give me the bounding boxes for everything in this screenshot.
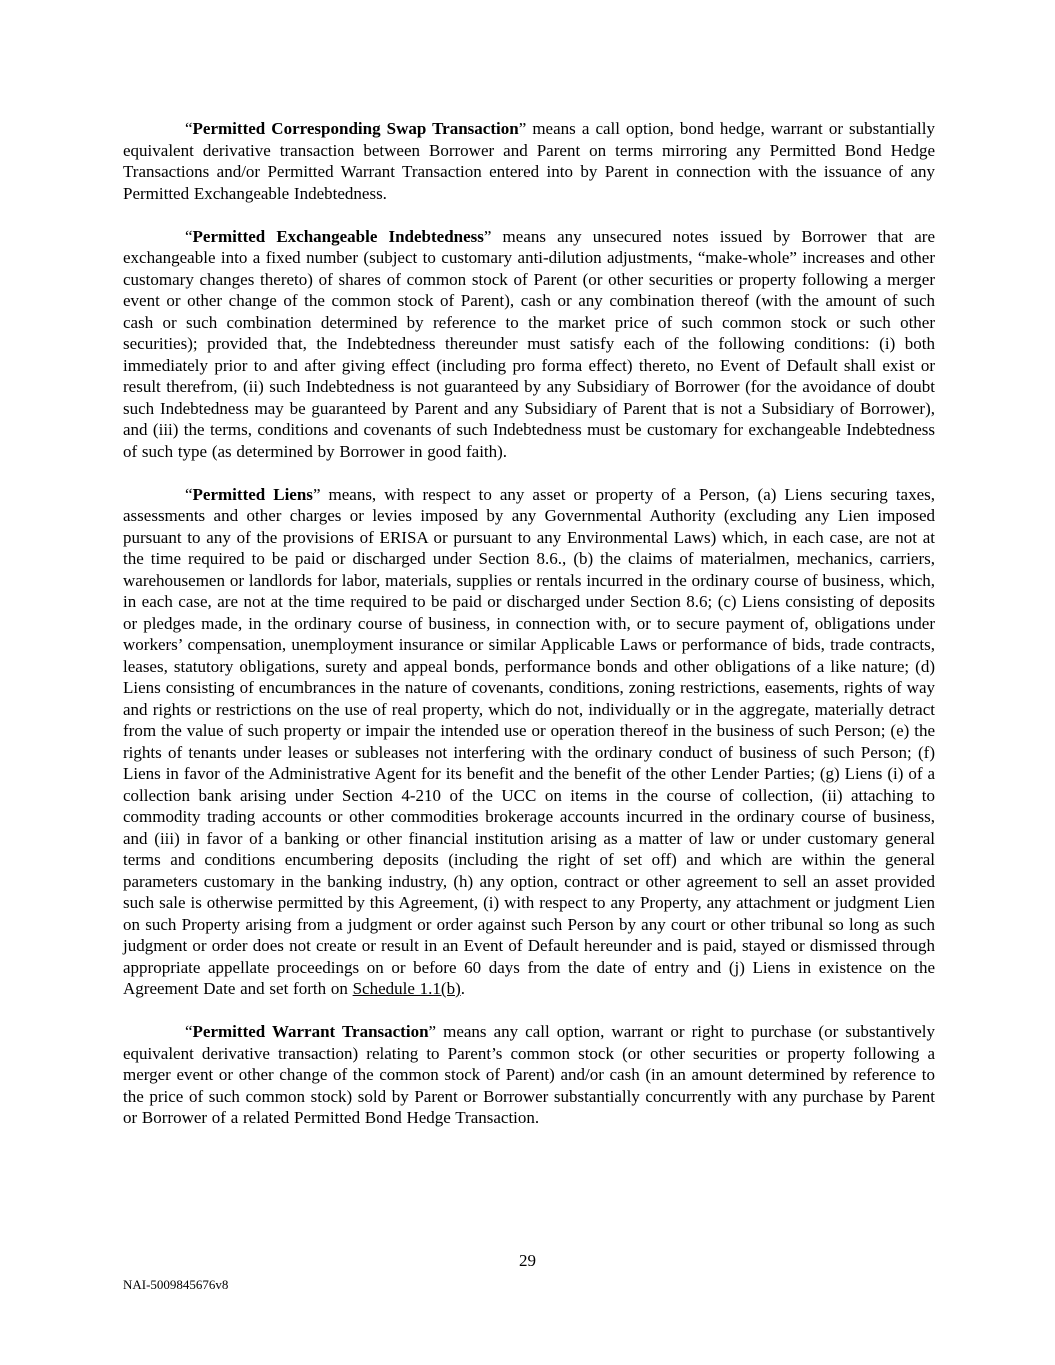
schedule-reference: Schedule 1.1(b) (352, 979, 461, 998)
defined-term: Permitted Corresponding Swap Transaction (192, 119, 519, 138)
close-quote: ” (312, 484, 321, 504)
open-quote: “ (185, 226, 193, 246)
open-quote: “ (185, 119, 193, 138)
defined-term: Permitted Liens (192, 484, 313, 504)
definition-text: means any unsecured notes issued by Borrower that are exchangeable into a fixed number (subject to customary anti-dilution adjustments, “make-whole” increases and other customary changes thereto) of shares of common stock of Parent (or other securities or property following a merger event or other change of the common stock of Parent), cash or any combination thereof (with the amount of such cash or such combination determined by reference to the market price of such common stock or such other securities); provided that, the Indebtedness thereunder must satisfy each of the following conditions: (i) both immediately prior to and after giving effect (including pro forma effect) thereto, no Event of Default shall exist or result therefrom, (ii) such Indebtedness is not guaranteed by any Subsidiary of Borrower (for the avoidance of doubt such Indebtedness may be guaranteed by Parent and any Subsidiary of Parent that is not a Subsidiary of Borrower), and (iii) the terms, conditions and covenants of such Indebtedness must be customary for exchangeable Indebtedness of such type (as determined by Borrower in good faith). (123, 226, 935, 461)
open-quote: “ (185, 484, 193, 504)
definition-permitted-exchangeable-indebtedness (123, 226, 935, 463)
close-quote: ” (428, 1022, 437, 1041)
definition-text: means a call option, bond hedge, warrant or substantially equivalent derivative transaction between Borrower and Parent on terms mirroring any Permitted Bond Hedge Transactions and/or Permitted Warrant Transaction entered into by Parent in connection with the issuance of any Permitted Exchangeable Indebtedness. (123, 119, 935, 203)
page-number: 29 (519, 1251, 536, 1270)
definition-permitted-liens (123, 484, 935, 1000)
open-quote: “ (185, 1022, 193, 1041)
definition-text-end: . (460, 979, 465, 998)
defined-term: Permitted Exchangeable Indebtedness (192, 226, 484, 246)
close-quote: ” (518, 119, 527, 138)
definition-text: means, with respect to any asset or property of a Person, (a) Liens securing taxes, assessments and other charges or levies imposed by any Governmental Authority (excluding any Lien imposed pursuant to any of the provisions of ERISA or pursuant to any Environmental Laws) which, in each case, are not at the time required to be paid or discharged under Section 8.6., (b) the claims of materialmen, mechanics, carriers, warehousemen or landlords for labor, materials, supplies or rentals incurred in the ordinary course of business, which, in each case, are not at the time required to be paid or discharged under Section 8.6; (c) Liens consisting of deposits or pledges made, in the ordinary course of business, in connection with, or to secure payment of, obligations under workers’ compensation, unemployment insurance or similar Applicable Laws or performance of bids, trade contracts, leases, statutory obligations, surety and appeal bonds, performance bonds and other obligations of a like nature; (d) Liens consisting of encumbrances in the nature of covenants, conditions, zoning restrictions, easements, rights of way and rights or restrictions on the use of real property, which do not, individually or in the aggregate, materially detract from the value of such property or impair the intended use or operation thereof in the business of such Person; (e) the rights of tenants under leases or subleases not interfering with the ordinary conduct of business of such Person; (f) Liens in favor of the Administrative Agent for its benefit and the benefit of the other Lender Parties; (g) Liens (i) of a collection bank arising under Section 4-210 of the UCC on items in the course of collection, (ii) attaching to commodity trading accounts or other commodities brokerage accounts incurred in the ordinary course of business, and (iii) in favor of a banking or other financial institution arising as a matter of law or under customary general terms and conditions encumbering deposits (including the right of set off) and which are within the general parameters customary in the banking industry, (h) any option, contract or other agreement to sell an asset provided such sale is otherwise permitted by this Agreement, (i) with respect to any Property, any attachment or judgment Lien on such Property arising from a judgment or order against such Person by any court or other tribunal so long as such judgment or order does not create or result in an Event of Default hereunder and is paid, stayed or dismissed through appropriate appellate proceedings on or before 60 days from the date of entry and (j) Liens in existence on the Agreement Date and set forth on (123, 484, 936, 998)
definition-permitted-warrant-transaction (123, 1021, 935, 1129)
document-body (123, 118, 935, 1150)
document-control-number: NAI-5009845676v8 (123, 1277, 229, 1292)
close-quote: ” (483, 226, 492, 246)
defined-term: Permitted Warrant Transaction (192, 1022, 429, 1041)
definition-permitted-corresponding-swap-transaction (123, 118, 935, 204)
definition-text: means any call option, warrant or right to purchase (or substantively equivalent derivative transaction) relating to Parent’s common stock (or other securities or property following a merger event or other change of the common stock of Parent) and/or cash (in an amount determined by reference to the price of such common stock) sold by Parent or Borrower substantially concurrently with any purchase by Parent or Borrower of a related Permitted Bond Hedge Transaction. (123, 1022, 935, 1127)
